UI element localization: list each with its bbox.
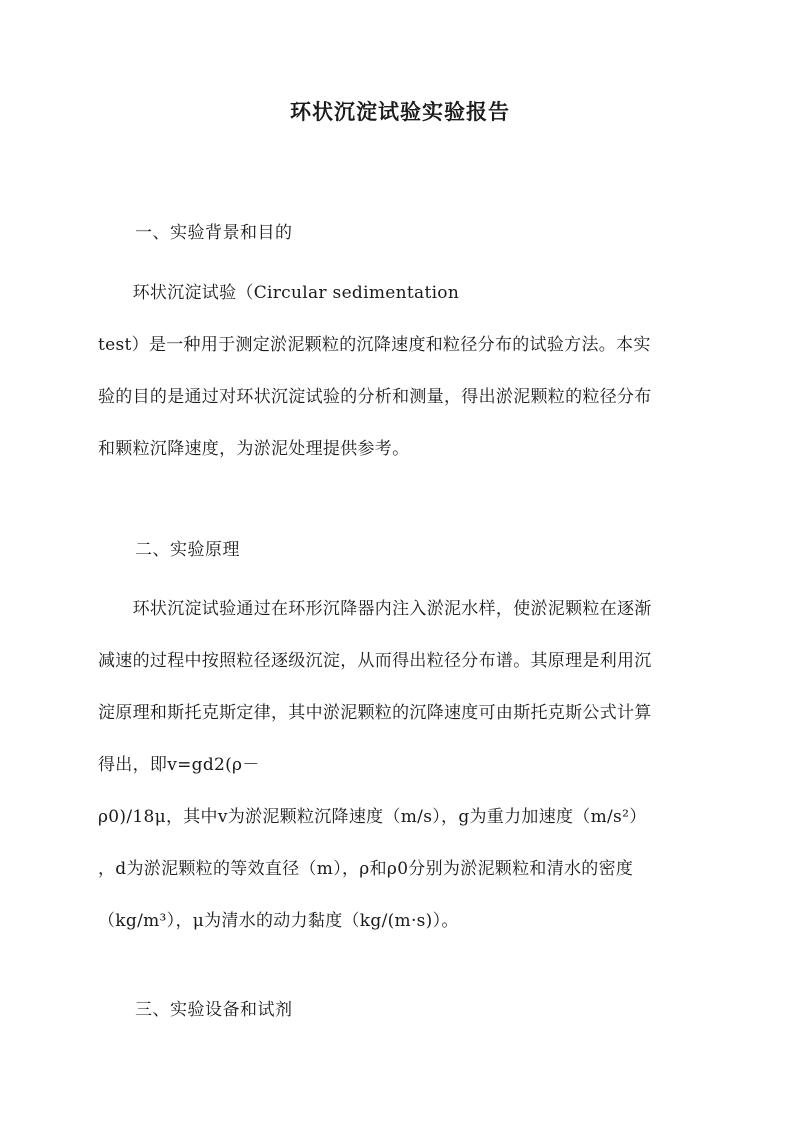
document-title: 环状沉淀试验实验报告 (290, 99, 510, 124)
paragraph-line: 环状沉淀试验通过在环形沉降器内注入淤泥水样，使淤泥颗粒在逐渐 (98, 599, 652, 619)
paragraph-line: test）是一种用于测定淤泥颗粒的沉降速度和粒径分布的试验方法。本实 (98, 335, 651, 355)
paragraph-line: （kg/m³），μ为清水的动力黏度（kg/(m·s)）。 (98, 911, 459, 931)
paragraph-line: 环状沉淀试验（Circular sedimentation (98, 283, 460, 303)
paragraph-line: 得出，即v=gd2(ρ－ (98, 755, 260, 775)
paragraph-line: 淀原理和斯托克斯定律，其中淤泥颗粒的沉降速度可由斯托克斯公式计算 (98, 703, 652, 723)
section-heading-principle: 二、实验原理 (135, 540, 240, 560)
section-heading-background: 一、实验背景和目的 (135, 223, 293, 243)
section-paragraph-background (98, 280, 708, 463)
paragraph-line: 减速的过程中按照粒径逐级沉淀，从而得出粒径分布谱。其原理是利用沉 (98, 651, 652, 671)
paragraph-line: 验的目的是通过对环状沉淀试验的分析和测量，得出淤泥颗粒的粒径分布 (98, 387, 652, 407)
section-heading-equipment: 三、实验设备和试剂 (135, 1000, 293, 1020)
paragraph-line: ，d为淤泥颗粒的等效直径（m），ρ和ρ0分别为淤泥颗粒和清水的密度 (98, 859, 634, 879)
paragraph-line: ρ0)/18μ，其中v为淤泥颗粒沉降速度（m/s），g为重力加速度（m/s²） (98, 807, 647, 827)
section-paragraph-principle (98, 596, 708, 935)
paragraph-line: 和颗粒沉降速度，为淤泥处理提供参考。 (98, 439, 410, 459)
